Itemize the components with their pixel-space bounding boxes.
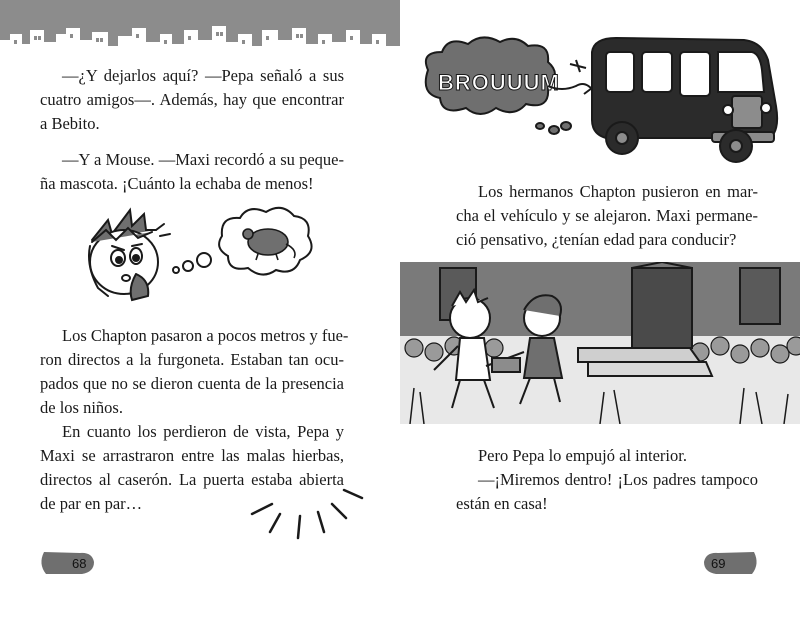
- text-line: —Y a Mouse. —Maxi recordó a su peque-: [62, 150, 344, 169]
- door-burst-lines: [240, 474, 370, 544]
- right-page: [400, 0, 800, 626]
- page-number-right: 69: [711, 556, 726, 571]
- paragraph-miremos-dentro: [456, 468, 758, 516]
- paragraph-mouse: [40, 148, 344, 196]
- text-line: Maxi se arrastraron entre las malas hierbas,: [40, 446, 344, 465]
- text-line: —¡Miremos dentro! ¡Los padres tampoco: [478, 470, 758, 489]
- text-line: de par en par…: [40, 494, 143, 513]
- van-illustration: [416, 30, 800, 170]
- text-line: Los Chapton pasaron a pocos metros y fue-: [62, 326, 349, 345]
- text-line: directos al caserón. La puerta estaba abierta: [40, 470, 344, 489]
- brouuum-sound-text: BROUUUM: [438, 70, 560, 95]
- maxi-thinking-illustration: [72, 196, 322, 306]
- text-line: de los niños.: [40, 398, 123, 417]
- paragraph-dejarlos: [40, 64, 344, 136]
- paragraph-pepa-empujo: [456, 444, 758, 468]
- text-line: —¿Y dejarlos aquí? —Pepa señaló a sus: [62, 66, 344, 85]
- text-line: cha el vehículo y se alejaron. Maxi permane-: [456, 206, 758, 225]
- text-line: Pero Pepa lo empujó al interior.: [478, 446, 687, 465]
- text-line: cuatro amigos—. Además, hay que encontrar: [40, 90, 344, 109]
- kids-entering-house-illustration: [400, 262, 800, 424]
- page-number-left: 68: [72, 556, 87, 571]
- paragraph-hermanos-chapton: [456, 180, 758, 252]
- page-number-footprint-right: [700, 548, 760, 578]
- paragraph-chapton: [40, 324, 349, 420]
- text-line: están en casa!: [456, 494, 548, 513]
- page-number-footprint-left: [38, 548, 96, 578]
- text-line: En cuanto los perdieron de vista, Pepa y: [62, 422, 344, 441]
- city-skyline-header: [0, 0, 400, 56]
- text-line: ció pensativo, ¿tenían edad para conducir?: [456, 230, 737, 249]
- text-line: pados que no se dieron cuenta de la presencia: [40, 374, 344, 393]
- text-line: ron directos a la furgoneta. Estaban tan ocu-: [40, 350, 344, 369]
- text-line: a Bebito.: [40, 114, 100, 133]
- text-line: Los hermanos Chapton pusieron en mar-: [478, 182, 758, 201]
- text-line: ña mascota. ¡Cuánto la echaba de menos!: [40, 174, 314, 193]
